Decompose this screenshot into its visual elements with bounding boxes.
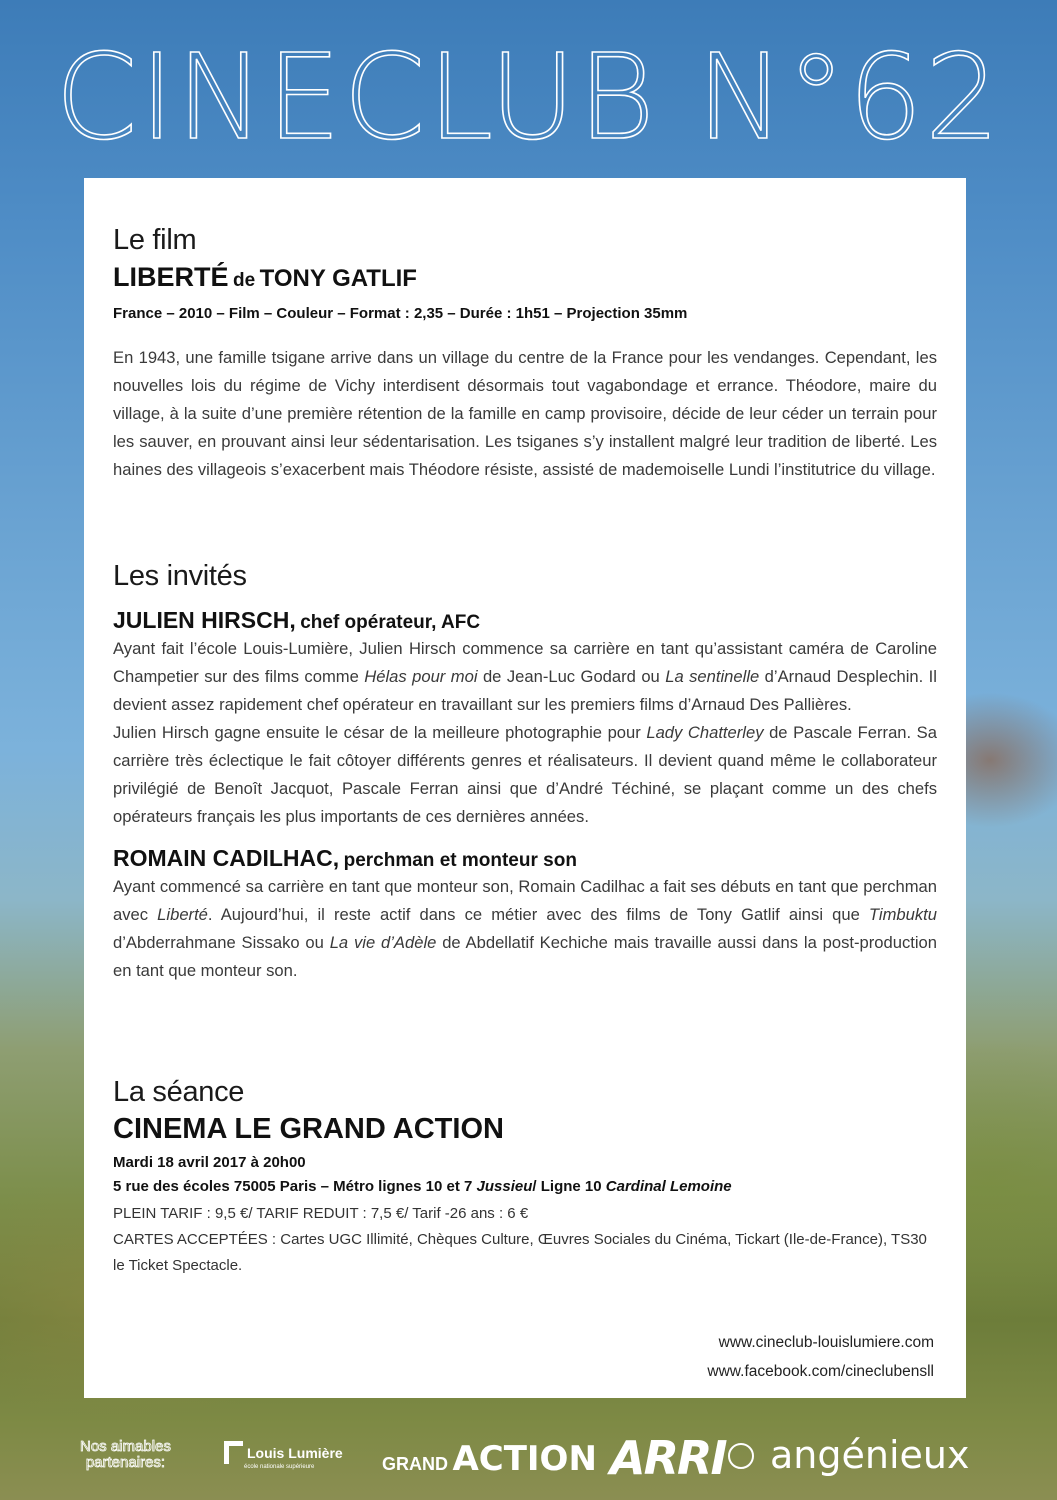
film-meta: France – 2010 – Film – Couleur – Format : 2,35 – Durée : 1h51 – Projection 35mm — [113, 305, 688, 323]
louis-lumiere-mark-icon — [224, 1441, 243, 1464]
film-reference: Lady Chatterley — [646, 723, 764, 743]
session-section — [113, 1076, 937, 1279]
content-panel — [84, 178, 966, 1398]
venue-address — [113, 1175, 937, 1199]
guest2-name-line — [113, 845, 937, 873]
guest1-bio-text: d’Arnaud Desplechin. Il devient assez rapidement chef opérateur en travaillant sur les premiers films d’Arnaud Des Pallières. — [113, 667, 937, 715]
session-section-heading: La séance — [113, 1076, 245, 1108]
accepted-cards: CARTES ACCEPTÉES : Cartes UGC Illimité, Chèques Culture, Œuvres Sociales du Cinéma, Tickart (Ile-de-France), TS30 le Ticket Spectacle. — [113, 1230, 927, 1274]
guest1-bio-text: de Pascale Ferran. Sa carrière très éclectique le fait côtoyer différents genres et réalisateurs. Il devient quand même le collaborateur privilégié de Benoît Jacquot, Pascale Ferran ainsi que d’André Téchiné, se plaçant comme un des chefs opérateurs français les plus importants de ces dernières années. — [113, 723, 937, 827]
partners-footer — [0, 1425, 1057, 1500]
guest2-name: ROMAIN CADILHAC, — [113, 845, 340, 872]
arri-logo: ARRI — [610, 1431, 726, 1485]
film-synopsis: En 1943, une famille tsigane arrive dans un village du centre de la France pour les vendanges. Cependant, les nouvelles lois du régime de Vichy interdisent désormais tout vagabondage et errance. Théodore, maire du village, à la suite d’une première rétention de la famille en camp provisoire, décide de leur céder un terrain pour les sauver, en prouvant ainsi leur sédentarisation. Les tsiganes s’y installent malgré leur tradition de liberté. Les haines des villageois s’exacerbent mais Théodore résiste, assisté de mademoiselle Lundi l’institutrice du village. — [113, 348, 937, 480]
film-reference: Timbuktu — [868, 904, 938, 924]
links-block — [707, 1328, 934, 1386]
guest1-bio-paragraph-1 — [113, 635, 937, 719]
guest1-bio-text: Julien Hirsch gagne ensuite le césar de la meilleure photographie pour — [113, 723, 647, 743]
guest2-bio-text: d’Abderrahmane Sissako ou — [113, 932, 330, 952]
guest1-bio-text: Ayant fait l’école Louis-Lumière, Julien Hirsch commence sa carrière en tant qu’assistant caméra de Caroline Champetier sur des films comme — [113, 639, 937, 687]
film-title-de: de — [232, 270, 256, 292]
grand-action-logo — [382, 1439, 597, 1479]
metro-station: Jussieu — [476, 1177, 533, 1195]
guest1-bio-text: de Jean-Luc Godard ou — [477, 667, 666, 687]
guest1-role: chef opérateur, AFC — [300, 612, 481, 634]
grand-action-logo-action: ACTION — [452, 1439, 597, 1479]
venue-name: CINEMA LE GRAND ACTION — [113, 1113, 504, 1146]
session-date: Mardi 18 avril 2017 à 20h00 — [113, 1153, 306, 1171]
address-text: / Ligne 10 — [532, 1177, 606, 1195]
film-director: TONY GATLIF — [259, 265, 417, 293]
louis-lumiere-logo-subtext: école nationale supérieure — [244, 1464, 315, 1470]
film-reference: La vie d’Adèle — [329, 932, 437, 952]
grand-action-logo-grand: GRAND — [382, 1454, 448, 1474]
film-reference: Hélas pour moi — [364, 667, 478, 687]
guest1-name: JULIEN HIRSCH, — [113, 607, 296, 634]
partners-label-line-2: partenaires: — [85, 1454, 166, 1471]
guest1-name-line — [113, 607, 937, 635]
ticket-prices: PLEIN TARIF : 9,5 €/ TARIF REDUIT : 7,5 €/ Tarif -26 ans : 6 € — [113, 1204, 529, 1222]
guests-section-heading: Les invités — [113, 560, 247, 592]
film-reference: Liberté — [157, 904, 208, 924]
page-title: CINECLUB N°62 — [55, 28, 1002, 166]
film-title-main: LIBERTÉ — [113, 262, 229, 293]
metro-station: Cardinal Lemoine — [605, 1177, 732, 1195]
partners-label — [80, 1439, 171, 1471]
website-link[interactable]: www.cineclub-louislumiere.com — [718, 1334, 934, 1351]
film-section — [113, 224, 937, 484]
guest2-bio-text: de Abdellatif Kechiche mais travaille aussi dans la post-production en tant que monteur son. — [113, 932, 938, 980]
guest2-role: perchman et monteur son — [343, 850, 577, 872]
guest2-bio-paragraph — [113, 873, 937, 985]
guest2-bio-text: Ayant commencé sa carrière en tant que monteur son, Romain Cadilhac a fait ses débuts en tant que perchman avec — [113, 876, 937, 924]
guest1-bio-paragraph-2 — [113, 719, 937, 831]
louis-lumiere-logo — [224, 1441, 354, 1470]
arri-circle-icon — [728, 1443, 754, 1469]
film-title — [113, 263, 937, 293]
partners-label-line-1: Nos aimables — [80, 1438, 171, 1455]
film-reference: La sentinelle — [665, 667, 760, 687]
address-text: 5 rue des écoles 75005 Paris – Métro lignes 10 et 7 — [113, 1177, 477, 1195]
angenieux-logo: angénieux — [770, 1433, 970, 1477]
guests-section — [113, 560, 937, 985]
louis-lumiere-logo-text: Louis Lumière — [247, 1444, 343, 1461]
film-section-heading: Le film — [113, 224, 197, 256]
facebook-link[interactable]: www.facebook.com/cineclubensll — [707, 1363, 934, 1380]
guest2-bio-text: . Aujourd’hui, il reste actif dans ce métier avec des films de Tony Gatlif ainsi que — [207, 904, 869, 924]
